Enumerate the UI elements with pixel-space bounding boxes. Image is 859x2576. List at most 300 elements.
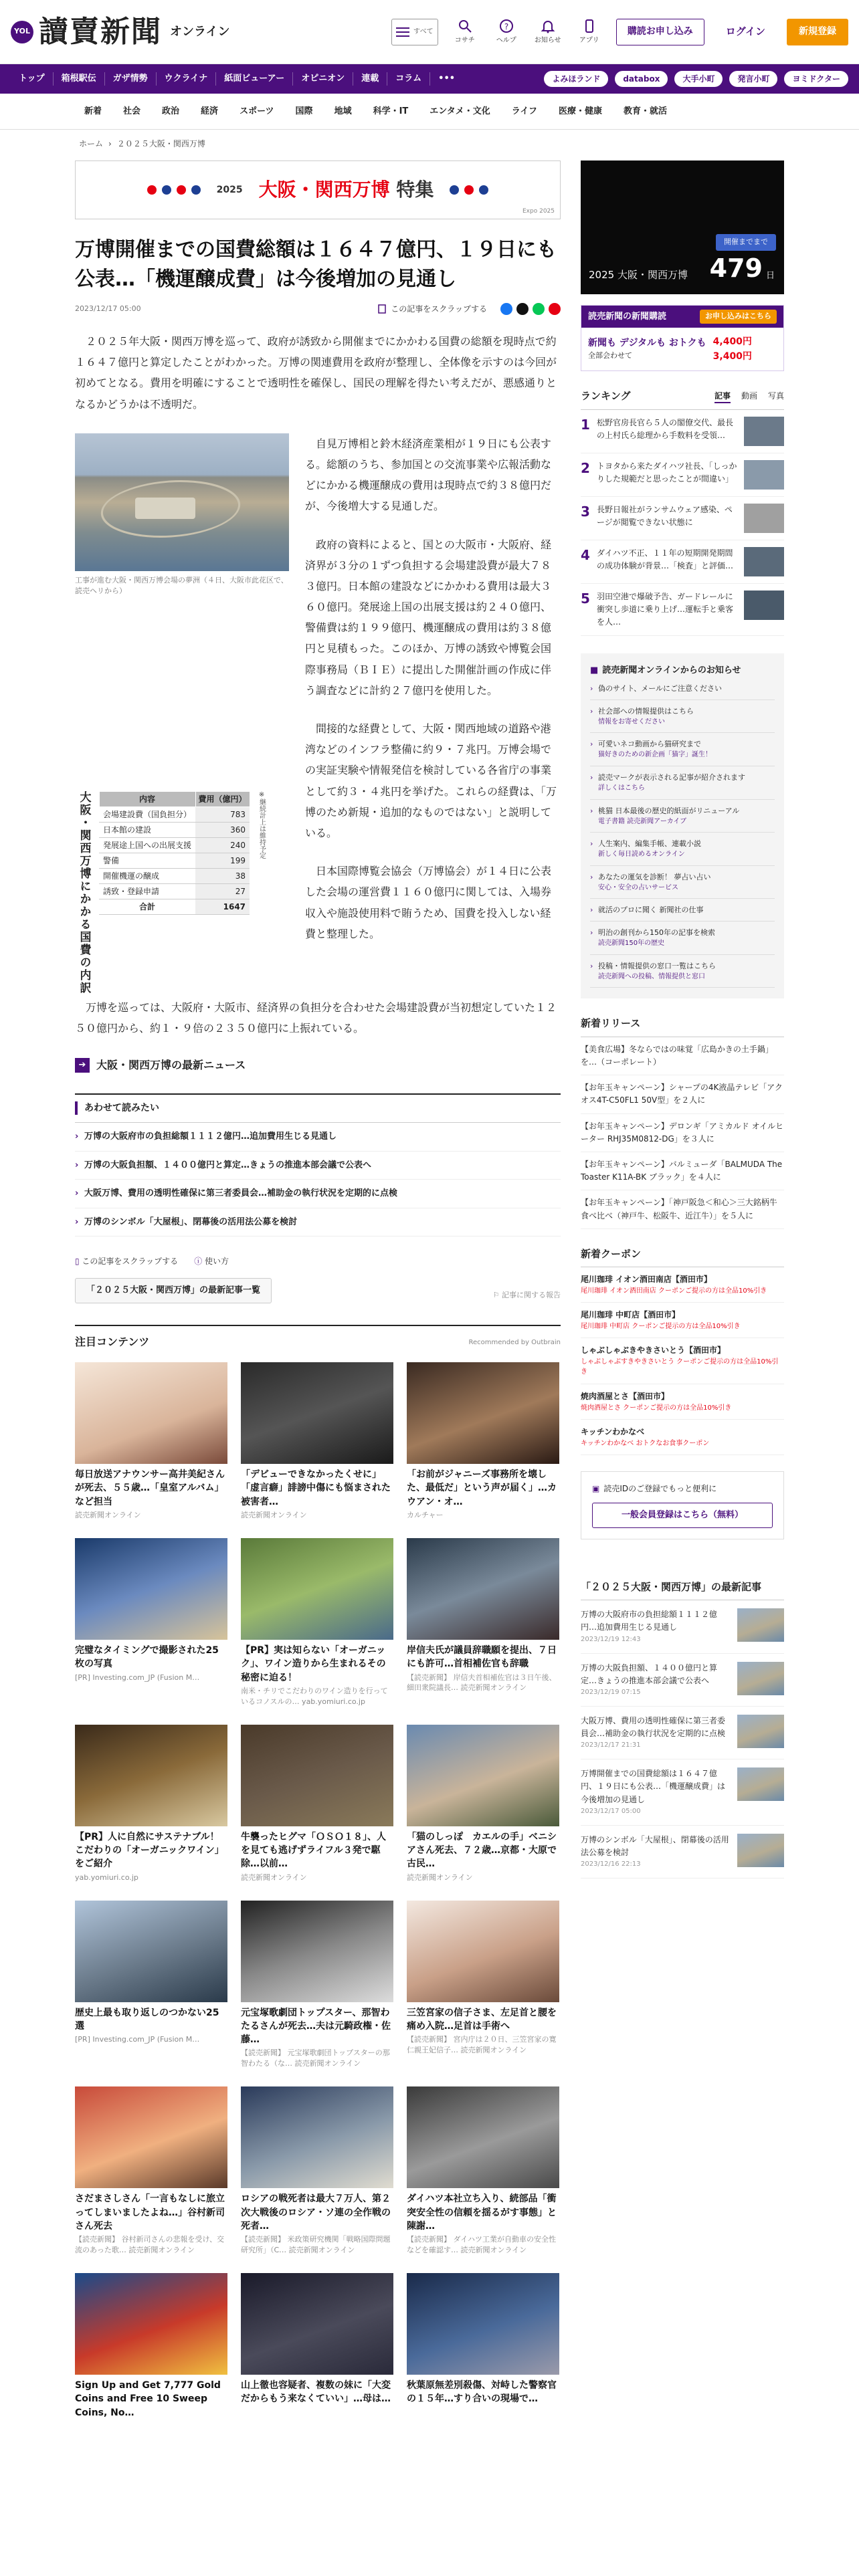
article-lead: ２０２５年大阪・関西万博を巡って、政府が誘致から開催までにかかわる国費の総額を現時点で約１６４７億円と算定したことがわかった。万博の関連費用を政府が整理し、全体像を示すのは今回が初めてとなる。費用を明確にすることで透明性を確保し、国民の理解を得たい考えだが、悪感通りとなるかどうかは不透明だ。	[75, 335, 557, 411]
coupon-title: 焼肉酒屋とさ【酒田市】	[581, 1391, 670, 1401]
new-release-heading: 新着リリース	[581, 1016, 784, 1037]
expo-latest-thumbnail[interactable]	[737, 1767, 784, 1801]
card-thumbnail[interactable]	[407, 1725, 559, 1826]
line-share-icon[interactable]	[533, 303, 545, 315]
breadcrumb-home[interactable]: ホーム	[79, 139, 104, 148]
notice-sub: 猫好きのための新企画「猫字」誕生！	[598, 751, 712, 759]
card-source: 読売新聞オンライン	[75, 1511, 141, 1520]
card-source: 読売新聞オンライン	[241, 1872, 307, 1882]
notice-item[interactable]	[590, 800, 775, 833]
card-source: 【読売新聞】 岸信夫首相補佐官は３日午後、細田衆院議長… 読売新聞オンライン	[407, 1673, 557, 1693]
ranking-item[interactable]	[581, 540, 784, 584]
id-icon: ▣	[592, 1484, 600, 1494]
ranking-item[interactable]	[581, 584, 784, 637]
notice-item[interactable]	[590, 866, 775, 899]
table-note: ※継続計上は維持予定	[258, 790, 266, 859]
expo-latest-title[interactable]: 大阪万博、費用の透明性確保に第三者委員会…補助金の執行状況を定期的に点検	[581, 1715, 726, 1739]
latest-news-label: 大阪・関西万博の最新ニュース	[96, 1059, 246, 1072]
bell-icon	[540, 18, 556, 34]
notice-item[interactable]	[590, 833, 775, 866]
ranking-list	[581, 410, 784, 637]
rank-thumbnail[interactable]	[744, 504, 784, 533]
more-expo-articles-button[interactable]: 「２０２５大阪・関西万博」の最新記事一覧	[75, 1278, 272, 1303]
notice-title: 明治の創刊から150年の記事を検索	[598, 928, 715, 938]
notice-title: 桃猫 日本最後の歴史的紙面がリニューアル	[598, 806, 740, 815]
rank-thumbnail[interactable]	[744, 591, 784, 620]
nav-pill-yomidr[interactable]: ヨミドクター	[784, 71, 848, 87]
ranking-header	[581, 389, 784, 410]
card-thumbnail[interactable]	[241, 1725, 393, 1826]
card-thumbnail[interactable]	[75, 1538, 227, 1640]
coupon-item[interactable]	[581, 1420, 784, 1455]
notice-title: 就活のプロに聞く 新聞社の仕事	[598, 905, 704, 915]
cost-table	[99, 791, 250, 915]
help-button[interactable]	[492, 18, 521, 45]
notice-sub: 情報をお寄せください	[598, 718, 665, 726]
notice-title: 偽のサイト、メールにご注意ください	[598, 683, 723, 693]
coupon-desc: キッチンわかなべ おトクなお食事クーポン	[581, 1439, 710, 1447]
countdown-unit: 日	[765, 270, 775, 281]
card-source: カルチャー	[407, 1511, 444, 1520]
recommended-card[interactable]	[241, 1362, 393, 1521]
rank-title[interactable]: 長野日報社がランサムウェア感染、ページが閲覧できない状態に	[597, 504, 733, 527]
ranking-item[interactable]	[581, 410, 784, 453]
card-thumbnail[interactable]	[75, 1901, 227, 2002]
coupon-title: 尾川珈琲 イオン酒田南店【酒田市】	[581, 1275, 712, 1285]
card-thumbnail[interactable]	[75, 2086, 227, 2188]
card-title[interactable]: 【PR】実は知らない「オーガニック」、ワイン造りから生まれるその秘密に迫る！	[241, 1644, 386, 1683]
nav-item-hakone[interactable]: 箱根駅伝	[54, 72, 105, 86]
release-item[interactable]: 【お年玉キャンペーン】シャープの4K液晶テレビ「アクオス4T-C50FL1 50V型」を２人に	[581, 1075, 784, 1113]
section-new[interactable]: 新着	[84, 106, 102, 116]
nav-item-gaza[interactable]: ガザ情勢	[105, 72, 157, 86]
search-button[interactable]	[450, 18, 480, 45]
ranking-heading: ランキング	[581, 390, 631, 403]
expo-latest-item[interactable]	[581, 1759, 784, 1826]
article-paragraph: 政府の資料によると、国との大阪市・大阪府、経済界が３分の１ずつ負担する会場建設費が最大７８３億円。日本館の建設などにかかわる費用は最大３６０億円。発展途上国の出展支援は約２４０億円、警備費は約１９９億円、機運醸成の費用は約３８億円と見積もった。このほか、万博の誘致や博覧会国際事務局（ＢＩＥ）に提出した開催計画の作成に伴う調査などに計約２７億円を使用した。	[305, 538, 552, 697]
primary-nav	[0, 64, 859, 94]
article-date: 2023/12/17 05:00	[75, 304, 141, 313]
app-button[interactable]	[575, 18, 604, 45]
banner-title: 大阪・関西万博 特集	[258, 179, 434, 201]
recommended-grid	[75, 1362, 561, 2421]
nav-pill-otekomachi[interactable]: 大手小町	[674, 71, 723, 87]
search-label: コサチ	[454, 37, 475, 44]
report-link[interactable]: ⚐ 記事に関する報告	[492, 1290, 561, 1299]
rank-thumbnail[interactable]	[744, 417, 784, 446]
table-total-row: 合計 1647	[99, 899, 250, 914]
notice-item[interactable]	[590, 677, 775, 700]
coupon-desc: しゃぶしゃぶすきやきさいとう クーポンご提示の方は全品10%引き	[581, 1358, 779, 1376]
breadcrumb-section[interactable]: ２０２５大阪・関西万博	[116, 139, 205, 148]
card-source: 【読売新聞】 宮内庁は２０日、三笠宮家の寛仁親王妃信子… 読売新聞オンライン	[407, 2035, 557, 2055]
article-body	[305, 433, 561, 994]
promo-price1: 4,400円	[712, 336, 752, 347]
notice-item[interactable]	[590, 700, 775, 734]
release-item[interactable]: 【美食広場】冬ならではの味覚「広島かきの土手鍋」を…（コーポレート）	[581, 1037, 784, 1075]
card-source: 読売新聞オンライン	[407, 1872, 473, 1882]
menu-button[interactable]	[391, 19, 438, 45]
sidebar	[581, 160, 784, 1879]
rank-number: 2	[581, 459, 590, 476]
release-item[interactable]: 【お年玉キャンペーン】「神戸阪急＜和心＞三大銘柄牛 食べ比べ（神戸牛、松阪牛、近江牛）」を５人に	[581, 1190, 784, 1228]
rank-thumbnail[interactable]	[744, 547, 784, 576]
logo-subtitle: オンライン	[170, 25, 230, 39]
card-title[interactable]: 歴史上最も取り返しのつかない25選	[75, 2007, 219, 2032]
promo-line2: 全部会わせて	[588, 351, 632, 360]
expo-latest-title[interactable]: 万博のシンボル「大屋根」、閉幕後の活用法公募を検討	[581, 1834, 729, 1858]
related-articles	[75, 1093, 561, 1237]
rank-title[interactable]: 羽田空港で爆破予告、ガードレールに衝突し歩道に乗り上げ…運転手と乗客を人…	[597, 591, 734, 627]
recommended-card[interactable]	[407, 1725, 559, 1883]
expo-latest-thumbnail[interactable]	[737, 1608, 784, 1642]
notice-sub: 安心・安全の占いサービス	[598, 883, 678, 891]
card-source: [PR] Investing.com_JP (Fusion M…	[75, 2035, 200, 2044]
related-link[interactable]: › 万博のシンボル「大屋根」、閉幕後の活用法公募を検討	[75, 1208, 561, 1237]
expo-latest-list	[581, 1600, 784, 1879]
recommended-card[interactable]	[407, 2086, 559, 2256]
coupon-title: しゃぶしゃぶきやきさいとう【酒田市】	[581, 1346, 726, 1356]
arrow-right-icon: ➔	[75, 1058, 90, 1073]
related-link[interactable]: › 万博の大阪府市の負担総額１１１２億円…追加費用生じる見通し	[75, 1123, 561, 1152]
recommended-card[interactable]	[75, 1538, 227, 1707]
notifications-button[interactable]	[533, 18, 563, 45]
card-title[interactable]: 「デビューできなかったくせに」「虚言癖」誹謗中傷にも悩まされた被害者…	[241, 1469, 391, 1507]
card-title[interactable]: 三笠宮家の信子さま、左足首と腰を痛め入院…足首は手術へ	[407, 2007, 557, 2032]
card-title[interactable]: 完璧なタイミングで撮影された25枚の写真	[75, 1644, 219, 1670]
notice-sub: 読売新聞への投稿、情報提供と窓口	[598, 972, 705, 980]
coupon-title: 尾川珈琲 中町店【酒田市】	[581, 1310, 680, 1320]
rank-title[interactable]: ダイハツ不正、１１年の短期開発期間の成功体験が背景…「検査」と評価…	[597, 548, 734, 570]
site-header	[0, 0, 859, 64]
article-paragraph: 日本国際博覧会協会（万博協会）が１４日に公表した会場の運営費１１６０億円に関しては、入場券収入や施設使用料で賄うため、国費を投入しない経費と整理した。	[305, 865, 552, 940]
rank-number: 4	[581, 546, 590, 563]
notice-title: 投稿・情報提供の窓口一覧はこちら	[598, 961, 716, 970]
expo-latest-heading: 「２０２５大阪・関西万博」の最新記事	[581, 1580, 784, 1601]
cost-breakdown-figure	[75, 791, 289, 994]
nav-item-top[interactable]: トップ	[11, 72, 54, 86]
promo-cta[interactable]: お申し込みはこちら	[700, 310, 777, 324]
card-title[interactable]: さだまさしさん「一言もなしに旅立ってしまいましたよね…」谷村新司さん死去	[75, 2193, 225, 2232]
section-life[interactable]: ライフ	[511, 106, 538, 116]
coupon-list	[581, 1267, 784, 1455]
card-source: 【読売新聞】 米政策研究機関「戦略国際問題研究所」（C… 読売新聞オンライン	[241, 2235, 391, 2255]
card-thumbnail[interactable]	[241, 1901, 393, 2002]
recommended-card[interactable]	[241, 2086, 393, 2256]
expo-latest-date: 2023/12/19 07:15	[581, 1688, 641, 1696]
table-header-item: 内容	[99, 791, 195, 807]
help-icon: ⓘ	[194, 1257, 205, 1267]
photo-caption: 工事が進む大阪・関西万博会場の夢洲（４日、大阪市此花区で、読売ヘリから）	[75, 575, 288, 596]
notice-sub: 電子書籍 読売新聞アーカイブ	[598, 817, 687, 825]
notice-title: 人生案内、編集手帳、連載小説	[598, 839, 701, 849]
mail-share-icon[interactable]	[549, 303, 561, 315]
scrap-button[interactable]	[377, 303, 487, 315]
countdown-days: 479	[709, 253, 763, 283]
card-title[interactable]: 秋葉原無差別殺傷、対峙した警察官の１５年…すり合いの現場で…	[407, 2380, 557, 2405]
new-release-list	[581, 1037, 784, 1229]
scrap-icon	[377, 304, 387, 314]
logo-badge: YOL	[11, 21, 33, 43]
expo-latest-title[interactable]: 万博開催までの国費総額は１６４７億円、１９日にも公表…「機運醸成費」は今後増加の見通し	[581, 1769, 726, 1804]
rank-title[interactable]: トヨタから来たダイハツ社長、「しっかりした規範だと思ったことが間違い」	[597, 461, 737, 484]
search-icon	[457, 18, 473, 34]
expo-latest-item[interactable]	[581, 1826, 784, 1879]
app-icon	[581, 18, 597, 34]
expo-latest-date: 2023/12/16 22:13	[581, 1860, 641, 1868]
coupon-heading: 新着クーポン	[581, 1247, 784, 1268]
app-label: アプリ	[579, 37, 599, 44]
ranking-tab-photos[interactable]: 写真	[767, 391, 784, 401]
x-share-icon[interactable]	[516, 303, 529, 315]
notice-title: 読売マークが表示される記事が紹介されます	[598, 772, 745, 782]
expo-latest-title[interactable]: 万博の大阪府市の負担総額１１１２億円…追加費用生じる見通し	[581, 1610, 718, 1632]
recommended-card[interactable]	[75, 1901, 227, 2070]
notice-item[interactable]	[590, 955, 775, 988]
expo-latest-thumbnail[interactable]	[737, 1715, 784, 1748]
section-education[interactable]: 教育・就活	[624, 106, 668, 116]
card-title[interactable]: 「猫のしっぽ カエルの手」ベニシアさん死去、７２歳…京都・大原で古民…	[407, 1831, 557, 1870]
promo-price2: 3,400円	[712, 350, 752, 362]
breadcrumb-separator: ›	[108, 139, 112, 148]
recommended-heading: 注目コンテンツ	[75, 1335, 150, 1349]
notice-item[interactable]	[590, 922, 775, 955]
card-thumbnail[interactable]	[407, 1538, 559, 1640]
ranking-item[interactable]	[581, 453, 784, 497]
card-title[interactable]: 牛襲ったヒグマ「ＯＳＯ１８」、人を見ても逃げずライフル３発で駆除…以前…	[241, 1831, 386, 1870]
card-thumbnail[interactable]	[241, 2086, 393, 2188]
card-thumbnail[interactable]	[407, 2086, 559, 2188]
notice-title: 可愛いネコ動画から猫研究まで	[598, 740, 701, 749]
nav-pill-databox[interactable]: databox	[615, 71, 668, 87]
notice-sub: 読売新聞150年の歴史	[598, 940, 665, 948]
table-row: 日本館の建設 360	[99, 822, 250, 837]
section-sports[interactable]: スポーツ	[240, 106, 274, 116]
banner-year: 2025	[216, 184, 243, 195]
notice-sub: 詳しくはこちら	[598, 784, 645, 792]
nav-pill-hatsugen[interactable]: 発言小町	[729, 71, 777, 87]
expo-latest-date: 2023/12/17 21:31	[581, 1741, 641, 1749]
latest-news-link[interactable]	[75, 1057, 561, 1073]
recommended-card[interactable]	[75, 2086, 227, 2256]
card-thumbnail[interactable]	[241, 1538, 393, 1640]
card-thumbnail[interactable]	[75, 2273, 227, 2375]
expo-dots-icon	[450, 185, 488, 195]
signup-button[interactable]: 新規登録	[787, 19, 848, 45]
banner-expo-label: Expo 2025	[522, 207, 555, 215]
outbrain-credit[interactable]: Recommended by Outbrain	[468, 1338, 561, 1346]
notice-title: あなたの運気を診断！ 夢占い占い	[598, 872, 711, 881]
card-thumbnail[interactable]	[75, 1362, 227, 1464]
card-title[interactable]: ダイハツ本社立ち入り、続部品「衝突安全性の信頼を揺るがす事態」と陳謝…	[407, 2193, 557, 2232]
recommended-card[interactable]	[407, 2273, 559, 2421]
nav-item-series[interactable]: 連載	[353, 72, 387, 86]
related-link[interactable]: › 大阪万博、費用の透明性確保に第三者委員会…補助金の執行状況を定期的に点検	[75, 1180, 561, 1208]
nav-item-more[interactable]: •••	[438, 74, 456, 84]
info-icon: ■	[590, 665, 599, 676]
rank-number: 3	[581, 503, 590, 520]
section-society[interactable]: 社会	[123, 106, 141, 116]
expo-logo-icon	[147, 185, 201, 195]
table-row: 誘致・登録申請 27	[99, 883, 250, 899]
main-column	[75, 160, 561, 2421]
register-button[interactable]: 一般会員登録はこちら（無料）	[592, 1503, 773, 1528]
article-paragraph: 間接的な経費として、大阪・関西地域の道路や港湾などのインフラ整備に約９・７兆円。万博会場での実証実験や情報発信を検討している各省庁の事業として約３・４兆円を挙げた。これらの経費は、「万博のため新規・追加的なものではない」と説明している。	[305, 722, 557, 839]
card-title[interactable]: 元宝塚歌劇団トップスター、那智わたるさんが死去…夫は元騎政権・佐藤…	[241, 2007, 391, 2046]
card-thumbnail[interactable]	[407, 1901, 559, 2002]
recommended-card[interactable]	[241, 1725, 393, 1883]
article-title: 万博開催までの国費総額は１６４７億円、１９日にも公表…「機運醸成費」は今後増加の見通し	[75, 238, 557, 291]
help-icon	[498, 18, 514, 34]
card-title[interactable]: 山上徹也容疑者、複数の妹に「大変だからもう来なくていい」…母は…	[241, 2380, 391, 2405]
expo-latest-item[interactable]	[581, 1600, 784, 1653]
card-thumbnail[interactable]	[407, 2273, 559, 2375]
recommended-header	[75, 1325, 561, 1358]
ranking-tab-videos[interactable]: 動画	[741, 391, 757, 401]
recommended-card[interactable]	[75, 1362, 227, 1521]
card-source: 読売新聞オンライン	[241, 1511, 307, 1520]
card-title[interactable]: ロシアの戦死者は最大７万人、第２次大戦後のロシア・ソ連の全作戦の死者…	[241, 2193, 391, 2232]
section-culture[interactable]: エンタメ・文化	[430, 106, 490, 116]
section-health[interactable]: 医療・健康	[559, 106, 603, 116]
card-source: 【読売新聞】 谷村新司さんの悲報を受け、交流のあった歌… 読売新聞オンライン	[75, 2235, 225, 2255]
recommended-card[interactable]	[75, 2273, 227, 2421]
rank-number: 5	[581, 590, 590, 607]
coupon-desc: 焼肉酒屋とさ クーポンご提示の方は全品10%引き	[581, 1404, 732, 1412]
nav-item-viewer[interactable]: 紙面ビューアー	[216, 72, 293, 86]
card-source: 【読売新聞】 ダイハツ工業が自動車の安全性などを確認す… 読売新聞オンライン	[407, 2235, 557, 2255]
login-button[interactable]: ログイン	[725, 25, 765, 38]
section-world[interactable]: 国際	[295, 106, 313, 116]
expo-latest-thumbnail[interactable]	[737, 1834, 784, 1867]
coupon-title: キッチンわかなべ	[581, 1427, 645, 1437]
coupon-item[interactable]	[581, 1303, 784, 1338]
card-source: [PR] Investing.com_JP (Fusion M…	[75, 1673, 200, 1682]
card-title[interactable]: 【PR】人に自然にサステナブル！こだわりの「オーガニックワイン」をご紹介	[75, 1831, 224, 1870]
card-thumbnail[interactable]	[241, 2273, 393, 2375]
card-source: yab.yomiuri.co.jp	[75, 1872, 138, 1882]
coupon-desc: 尾川珈琲 イオン酒田南店 クーポンご提示の方は全品10%引き	[581, 1287, 767, 1295]
article-photo[interactable]	[75, 433, 289, 571]
notice-item[interactable]	[590, 733, 775, 766]
coupon-item[interactable]	[581, 1338, 784, 1384]
recommended-card[interactable]	[407, 1362, 559, 1521]
promo-line1: 新聞も デジタルも おトクも	[588, 338, 706, 349]
recommended-card[interactable]	[241, 1901, 393, 2070]
article-closing: 万博を巡っては、大阪府・大阪市、経済界の負担分を合わせた会場建設費が当初想定していた１２５０億円から、約１・９倍の２３５０億円に上振れている。	[75, 1000, 557, 1035]
card-thumbnail[interactable]	[241, 1362, 393, 1464]
notice-sub: 新しく毎日読めるオンライン	[598, 851, 685, 859]
table-row: 会場建設費（国負担分） 783	[99, 807, 250, 822]
table-title: 大阪・関西万博にかかる国費の内訳	[77, 790, 91, 994]
subscription-promo[interactable]	[581, 305, 784, 371]
release-item[interactable]: 【お年玉キャンペーン】デロンギ「アミカルド オイルヒーター RHJ35M0812-DG」を３人に	[581, 1114, 784, 1152]
table-header-cost: 費用（億円）	[195, 791, 250, 807]
card-source: 南米・チリでこだわりのワイン造りを行っているコノスルの… yab.yomiuri.co.jp	[241, 1686, 388, 1706]
table-row: 開催機運の醸成 38	[99, 868, 250, 883]
expo-countdown[interactable]	[581, 160, 784, 294]
svg-text:?: ?	[504, 22, 508, 31]
notice-item[interactable]	[590, 899, 775, 922]
recommended-card[interactable]	[241, 2273, 393, 2421]
howto-link[interactable]: ⓘ 使い方	[194, 1257, 229, 1267]
scrap-icon: ▯	[75, 1257, 82, 1267]
expo-latest-date: 2023/12/17 05:00	[581, 1807, 641, 1815]
secondary-nav	[0, 94, 859, 130]
related-heading: あわせて読みたい	[75, 1095, 561, 1123]
scrap-label: この記事をスクラップする	[391, 304, 487, 314]
notices-heading: 読売新聞オンラインからのお知らせ	[602, 665, 741, 676]
expo-latest-title[interactable]: 万博の大阪負担額、１４００億円と算定…きょうの推進本部会議で公表へ	[581, 1662, 718, 1685]
recommended-card[interactable]	[75, 1725, 227, 1883]
card-title[interactable]: 「お前がジャニーズ事務所を壊した、最低だ」という声が届く」…カウアン・オ…	[407, 1469, 557, 1507]
site-logo[interactable]	[11, 14, 230, 49]
nav-item-opinion[interactable]: オピニオン	[293, 72, 353, 86]
card-source: 【読売新聞】 元宝塚歌劇団トップスターの那智わたる（な… 読売新聞オンライン	[241, 2048, 390, 2068]
countdown-label: 2025 大阪・関西万博	[589, 268, 688, 281]
nav-item-ukraine[interactable]: ウクライナ	[157, 72, 217, 86]
notice-title: 社会部への情報提供はこちら	[598, 706, 694, 716]
rank-thumbnail[interactable]	[744, 460, 784, 490]
notifications-label: お知らせ	[534, 37, 561, 44]
facebook-share-icon[interactable]	[500, 303, 512, 315]
nav-pill-yomiho[interactable]: よみほランド	[544, 71, 608, 87]
card-thumbnail[interactable]	[75, 1725, 227, 1826]
card-title[interactable]: 毎日放送アナウンサー高井美紀さんが死去、５５歳…「皇室アルバム」など担当	[75, 1469, 225, 1507]
section-local[interactable]: 地域	[334, 106, 352, 116]
expo-latest-item[interactable]	[581, 1707, 784, 1759]
expo-latest-item[interactable]	[581, 1654, 784, 1707]
table-row: 発展途上国への出展支援 240	[99, 837, 250, 853]
expo-latest-thumbnail[interactable]	[737, 1662, 784, 1695]
section-politics[interactable]: 政治	[162, 106, 180, 116]
card-thumbnail[interactable]	[407, 1362, 559, 1464]
logo-text: 讀賣新聞	[39, 14, 162, 49]
coupon-desc: 尾川珈琲 中町店 クーポンご提示の方は全品10%引き	[581, 1322, 741, 1330]
rank-title[interactable]: 松野官房長官ら５人の閣僚交代、最長の上村氏ら総理から手数料を受領…	[597, 417, 734, 440]
notices-box	[581, 653, 784, 998]
related-link[interactable]: › 万博の大阪負担額、１４００億円と算定…きょうの推進本部会議で公表へ	[75, 1152, 561, 1180]
card-title[interactable]: Sign Up and Get 7,777 Gold Coins and Free 10 Sweep Coins, No…	[75, 2380, 221, 2418]
promo-heading: 読売新聞の新聞購読	[588, 311, 667, 322]
recommended-card[interactable]	[407, 1538, 559, 1707]
register-box	[581, 1471, 784, 1539]
countdown-button[interactable]: 開催までまで	[716, 234, 776, 251]
rank-number: 1	[581, 416, 590, 433]
card-title[interactable]: 岸信夫氏が議員辞職願を提出、７日にも許可…首相補佐官も辞職	[407, 1644, 557, 1670]
article-paragraph: 自見万博相と鈴木経済産業相が１９日にも公表する。総額のうち、参加国との交流事業や広報活動などにかかる機運醸成の費用は現時点で約３８億円だが、今後増大する見通しだ。	[305, 437, 552, 513]
flag-icon: ⚐	[492, 1290, 502, 1299]
breadcrumb	[0, 130, 859, 158]
ranking-tab-articles[interactable]: 記事	[714, 390, 731, 403]
notice-item[interactable]	[590, 766, 775, 800]
release-item[interactable]: 【お年玉キャンペーン】バルミューダ「BALMUDA The Toaster K11A-BK ブラック」を４人に	[581, 1152, 784, 1190]
coupon-item[interactable]	[581, 1384, 784, 1420]
expo-feature-banner[interactable]	[75, 160, 561, 219]
scrap-bottom-button[interactable]: ▯ この記事をスクラップする	[75, 1257, 179, 1267]
recommended-card[interactable]	[407, 1901, 559, 2070]
recommended-card[interactable]	[241, 1538, 393, 1707]
table-row: 警備 199	[99, 853, 250, 868]
help-label: ヘルプ	[496, 37, 516, 44]
ranking-item[interactable]	[581, 497, 784, 540]
register-text: 読売IDのご登録でもっと便利に	[603, 1484, 717, 1494]
coupon-item[interactable]	[581, 1267, 784, 1303]
section-science[interactable]: 科学・IT	[373, 106, 409, 116]
subscription-apply-button[interactable]: 購読お申し込み	[616, 19, 704, 45]
section-economy[interactable]: 経済	[201, 106, 219, 116]
nav-item-column[interactable]: コラム	[387, 72, 430, 86]
